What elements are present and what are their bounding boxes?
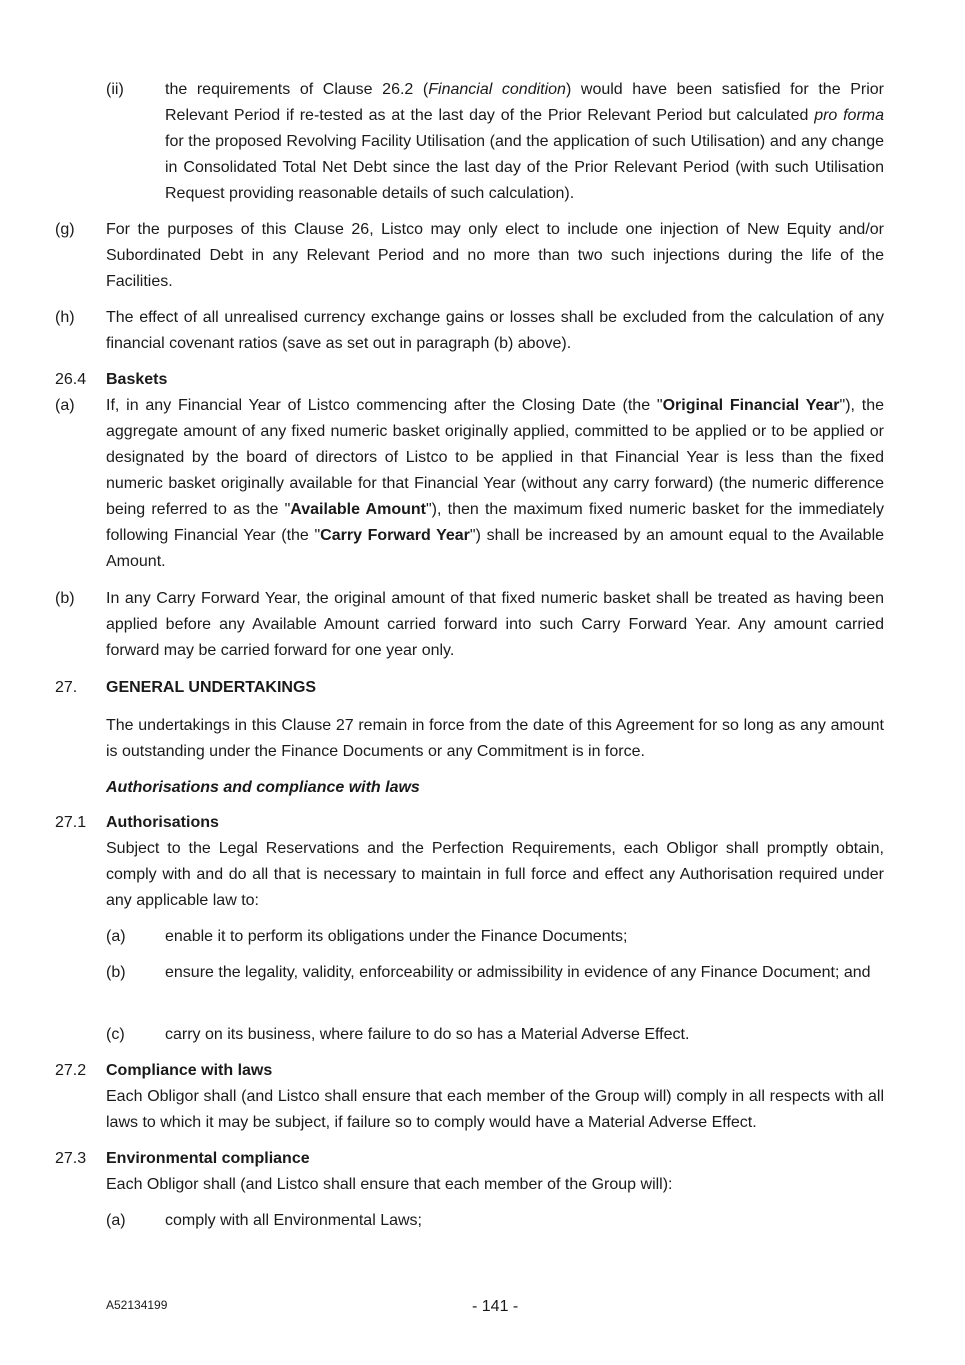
emphasized-text: Compliance with laws (106, 1062, 273, 1079)
text-run: ensure the legality, validity, enforceability or admissibility in evidence of any Finance Document; and (165, 964, 871, 981)
clause-number: (a) (55, 397, 75, 414)
text-run: for the proposed Revolving Facility Utilisation (and the application of such Utilisation) and any change in Consolidated Total Net Debt since the last day of the Prior Relevant Period (with such Utilisation Request providing reasonable details of such calculation). (165, 133, 884, 202)
text-run: The undertakings in this Clause 27 remain in force from the date of this Agreement for so long as any amount is outstanding under the Finance Documents or any Commitment is in force. (106, 717, 884, 760)
clause-text (106, 775, 884, 801)
clause-number: (ii) (106, 81, 124, 98)
text-run: enable it to perform its obligations under the Finance Documents; (165, 928, 628, 945)
clause-number: 27.1 (55, 814, 87, 831)
clause-text (106, 810, 884, 836)
clause-text (106, 1058, 884, 1084)
clause-number: (c) (106, 1026, 125, 1043)
clause-number: (a) (106, 928, 126, 945)
clause-text (106, 836, 884, 914)
text-run: For the purposes of this Clause 26, Listco may only elect to include one injection of New Equity and/or Subordinated Debt in any Relevant Period and no more than two such injections during the life of the Facilities. (106, 221, 884, 290)
text-run: ) would have been satisfied for the Prior Relevant Period if re-tested as at the last day of the Prior Relevant Period but calculated (165, 81, 884, 124)
emphasized-text: Available Amount (290, 501, 426, 518)
emphasized-text: pro forma (814, 107, 885, 124)
clause-text (106, 393, 884, 575)
clause-number: 26.4 (55, 371, 87, 388)
text-run: "), then the maximum fixed numeric basket for the immediately following Financial Year (the " (106, 501, 885, 544)
emphasized-text: Authorisations and compliance with laws (106, 779, 420, 796)
clause-text (106, 217, 884, 295)
emphasized-text: Authorisations (106, 814, 219, 831)
clause-text (106, 586, 884, 664)
clause-text (106, 713, 884, 765)
clause-text (165, 1022, 884, 1048)
page-number: - 141 - (472, 1298, 519, 1315)
text-run: Each Obligor shall (and Listco shall ensure that each member of the Group will) comply in all respects with all laws to which it may be subject, if failure so to comply would have a Material Adverse Effect. (106, 1088, 884, 1131)
clause-number: 27.2 (55, 1062, 87, 1079)
clause-text (165, 960, 884, 986)
clause-number: (g) (55, 221, 75, 238)
clause-number: (h) (55, 309, 75, 326)
clause-text (106, 305, 884, 357)
text-run: If, in any Financial Year of Listco commencing after the Closing Date (the " (106, 397, 663, 414)
text-run: ") shall be increased by an amount equal to the Available Amount. (106, 527, 885, 570)
text-run: "), the aggregate amount of any fixed numeric basket originally applied, committed to be applied or to be applied or designated by the board of directors of Listco to be applied in that Financial Year is less than the fixed numeric basket originally available for that Financial Year (without any carry forward) (the numeric difference being referred to as the " (106, 397, 885, 518)
emphasized-text: Financial condition (428, 81, 566, 98)
text-run: comply with all Environmental Laws; (165, 1212, 422, 1229)
text-run: Each Obligor shall (and Listco shall ensure that each member of the Group will): (106, 1176, 673, 1193)
text-run: Subject to the Legal Reservations and the Perfection Requirements, each Obligor shall promptly obtain, comply with and do all that is necessary to maintain in full force and effect any Authorisation required under any applicable law to: (106, 840, 884, 909)
clause-text (165, 924, 884, 950)
clause-number: 27.3 (55, 1150, 87, 1167)
emphasized-text: Baskets (106, 371, 168, 388)
clause-number: (b) (55, 590, 75, 607)
document-id: A52134199 (106, 1298, 168, 1312)
text-run: In any Carry Forward Year, the original amount of that fixed numeric basket shall be treated as having been applied before any Available Amount carried forward into such Carry Forward Year. Any amount carried forward may be carried forward for one year only. (106, 590, 884, 659)
clause-text (106, 367, 884, 393)
emphasized-text: Environmental compliance (106, 1150, 310, 1167)
clause-text (106, 1172, 884, 1198)
text-run: the requirements of Clause 26.2 ( (165, 81, 429, 98)
text-run: The effect of all unrealised currency exchange gains or losses shall be excluded from the calculation of any financial covenant ratios (save as set out in paragraph (b) above). (106, 309, 884, 352)
clause-text (106, 1146, 884, 1172)
emphasized-text: Original Financial Year (662, 397, 840, 414)
clause-number: (a) (106, 1212, 126, 1229)
clause-text (106, 1084, 884, 1136)
text-run: carry on its business, where failure to do so has a Material Adverse Effect. (165, 1026, 690, 1043)
emphasized-text: Carry Forward Year (320, 527, 470, 544)
clause-text (165, 77, 884, 207)
clause-number: 27. (55, 679, 78, 696)
clause-text (106, 675, 884, 701)
clause-text (165, 1208, 884, 1234)
clause-number: (b) (106, 964, 126, 981)
emphasized-text: GENERAL UNDERTAKINGS (106, 679, 317, 696)
